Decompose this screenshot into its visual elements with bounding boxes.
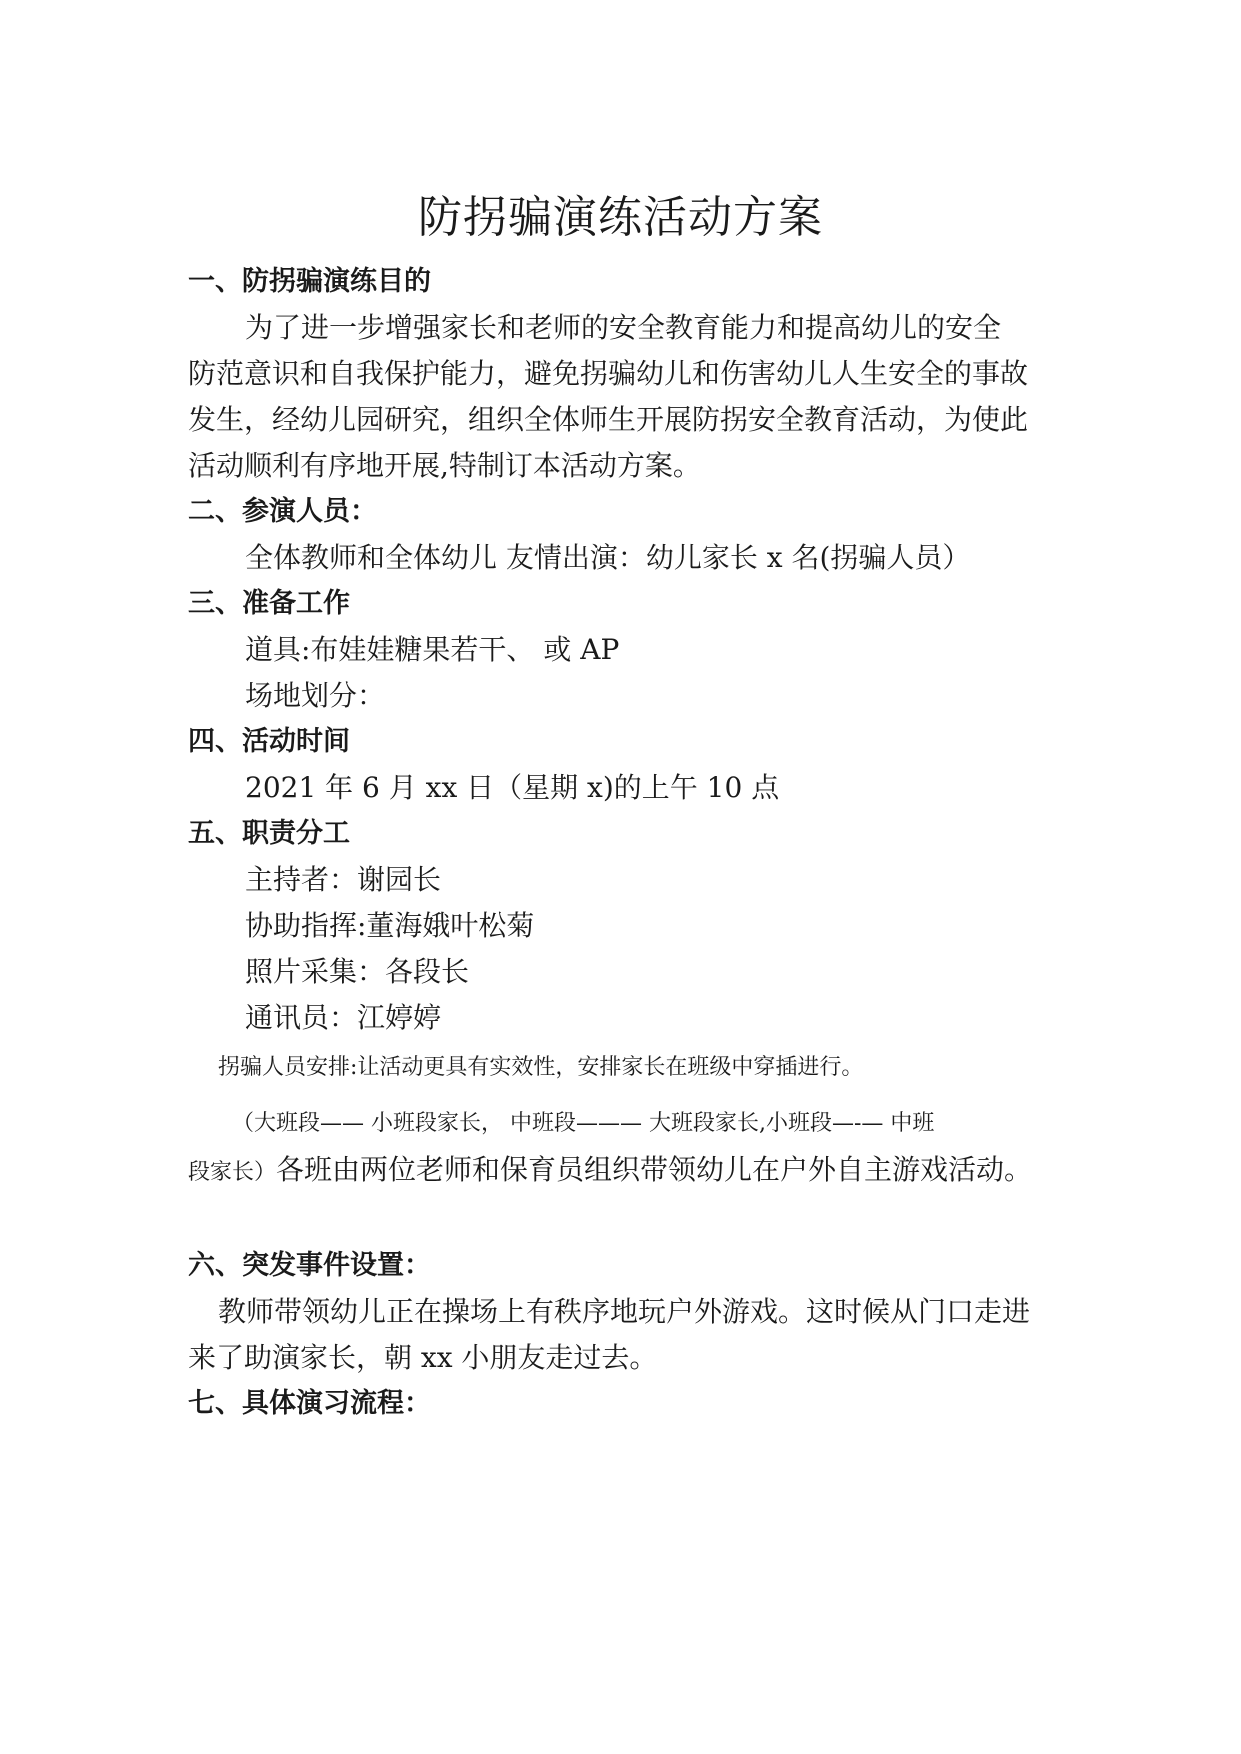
section-heading-time: 四、活动时间 [188, 726, 350, 757]
duty-arrangement: 拐骗人员安排:让活动更具有实效性，安排家长在班级中穿插进行。 [218, 1055, 864, 1080]
duty-communication: 通讯员：江婷婷 [245, 1001, 442, 1034]
section-heading-participants: 二、参演人员： [188, 496, 377, 527]
document-title: 防拐骗演练活动方案 [418, 192, 823, 243]
purpose-line-3: 发生，经幼儿园研究，组织全体师生开展防拐安全教育活动，为使此 [188, 403, 1029, 436]
duty-photo: 照片采集：各段长 [245, 955, 470, 988]
emergency-line-2: 来了助演家长，朝 xx 小朋友走过去。 [188, 1341, 658, 1374]
duty-host: 主持者：谢园长 [245, 863, 442, 896]
section-heading-procedure: 七、具体演习流程： [188, 1388, 431, 1419]
purpose-line-2: 防范意识和自我保护能力，避免拐骗幼儿和伤害幼儿人生安全的事故 [188, 357, 1029, 390]
emergency-line-1: 教师带领幼儿正在操场上有秩序地玩户外游戏。这时候从门口走进 [218, 1295, 1031, 1328]
arrangement-detail-line-2 [188, 1150, 1032, 1193]
preparation-props: 道具:布娃娃糖果若干、 或 AP [245, 633, 620, 666]
preparation-venue: 场地划分： [245, 679, 386, 712]
arrangement-detail-line-1: （大班段—— 小班段家长， 中班段——— 大班段家长,小班段—-— 中班 [232, 1111, 935, 1136]
purpose-line-4: 活动顺利有序地开展,特制订本活动方案。 [188, 449, 701, 482]
section-heading-preparation: 三、准备工作 [188, 588, 350, 619]
section-heading-duties: 五、职责分工 [188, 818, 350, 849]
arrangement-detail-prefix: 段家长） [188, 1160, 277, 1185]
duty-assist: 协助指挥:董海娥叶松菊 [245, 909, 535, 942]
participants-line: 全体教师和全体幼儿 友情出演：幼儿家长 x 名(拐骗人员） [245, 541, 971, 574]
arrangement-detail-text: 各班由两位老师和保育员组织带领幼儿在户外自主游戏活动。 [276, 1153, 1033, 1186]
section-heading-purpose: 一、防拐骗演练目的 [188, 266, 431, 297]
purpose-line-1: 为了进一步增强家长和老师的安全教育能力和提高幼儿的安全 [245, 311, 1002, 344]
section-heading-emergency: 六、突发事件设置： [188, 1250, 431, 1281]
activity-time: 2021 年 6 月 xx 日（星期 x)的上午 10 点 [245, 771, 780, 804]
